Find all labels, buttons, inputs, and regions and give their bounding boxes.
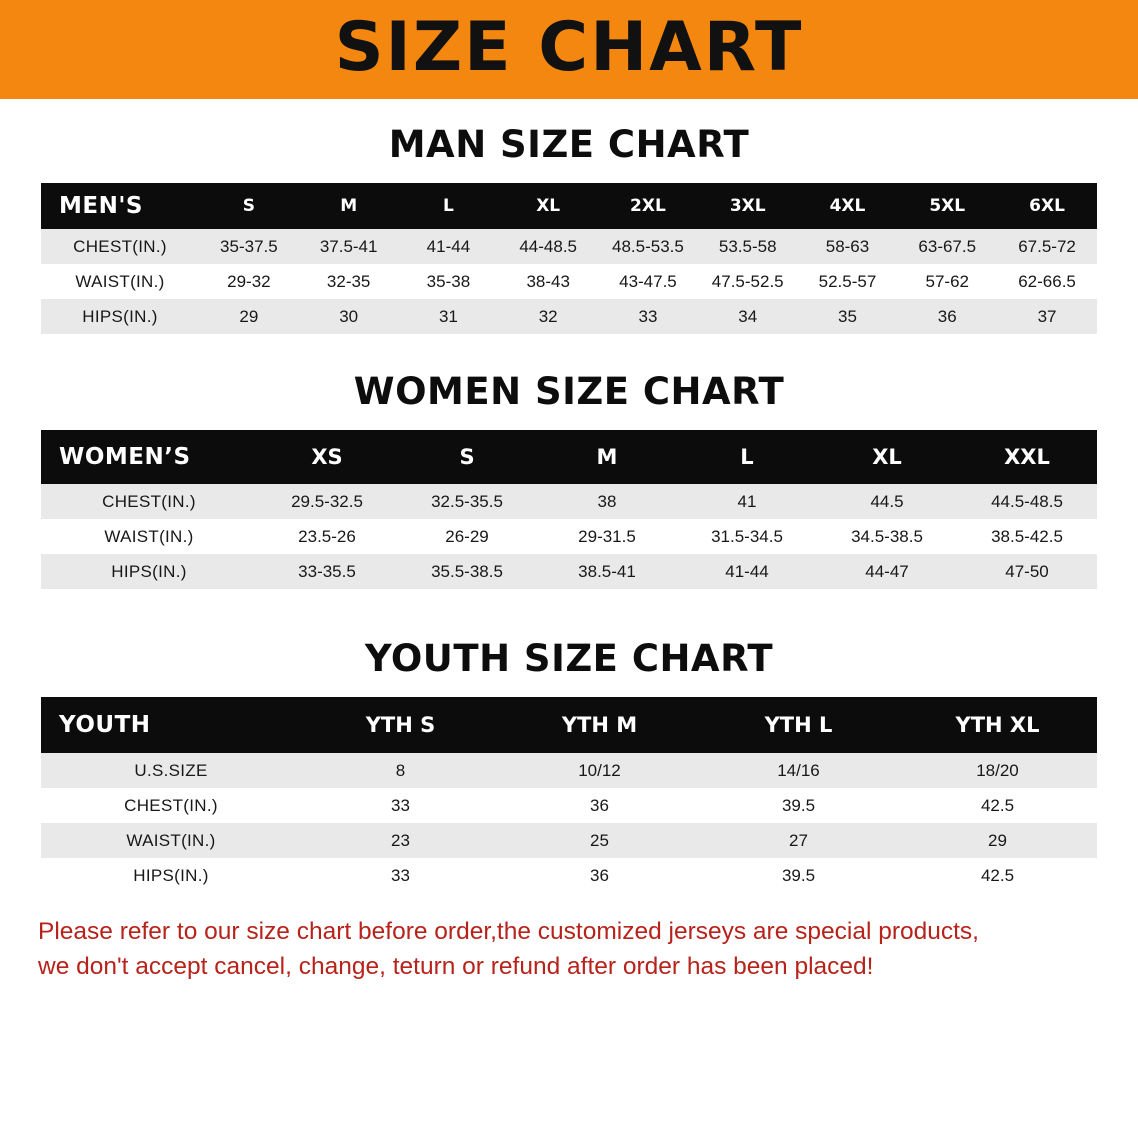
- man-cell: 36: [897, 299, 997, 334]
- table-row: [41, 229, 1097, 264]
- man-size-header: XL: [536, 196, 561, 216]
- man-cell: 37.5-41: [299, 229, 399, 264]
- man-cell: 58-63: [798, 229, 898, 264]
- women-row-label: WAIST(IN.): [41, 519, 257, 554]
- women-cell: 26-29: [397, 519, 537, 554]
- women-row-label: HIPS(IN.): [41, 554, 257, 589]
- man-cell: 31: [399, 299, 499, 334]
- man-cell: 33: [598, 299, 698, 334]
- man-table-header-row: [41, 183, 1097, 229]
- youth-table-header-row: [41, 697, 1097, 753]
- youth-row-label: HIPS(IN.): [41, 858, 301, 893]
- man-size-header: 4XL: [829, 196, 866, 216]
- youth-size-header: YTH M: [561, 713, 638, 737]
- man-cell: 32-35: [299, 264, 399, 299]
- man-cell: 34: [698, 299, 798, 334]
- women-cell: 33-35.5: [257, 554, 397, 589]
- women-cell: 35.5-38.5: [397, 554, 537, 589]
- women-cell: 31.5-34.5: [677, 519, 817, 554]
- youth-cell: 14/16: [699, 753, 898, 788]
- youth-size-table: [41, 697, 1097, 893]
- youth-cell: 39.5: [699, 858, 898, 893]
- youth-header-label: YOUTH: [59, 712, 151, 738]
- man-section-title: MAN SIZE CHART: [388, 123, 750, 166]
- man-size-table: [41, 183, 1097, 334]
- table-row: [41, 554, 1097, 589]
- women-size-table: [41, 430, 1097, 589]
- policy-note-line-1: Please refer to our size chart before order,the customized jerseys are special products,: [38, 918, 979, 945]
- man-cell: 48.5-53.5: [598, 229, 698, 264]
- youth-cell: 27: [699, 823, 898, 858]
- man-cell: 52.5-57: [798, 264, 898, 299]
- youth-table-wrap: [0, 697, 1138, 893]
- man-size-header: 5XL: [929, 196, 966, 216]
- youth-cell: 36: [500, 788, 699, 823]
- youth-size-header: YTH XL: [955, 713, 1040, 737]
- women-size-header: L: [740, 445, 754, 469]
- man-size-header: L: [442, 196, 454, 216]
- women-cell: 41-44: [677, 554, 817, 589]
- youth-size-header: YTH S: [365, 713, 436, 737]
- youth-row-label: WAIST(IN.): [41, 823, 301, 858]
- man-cell: 63-67.5: [897, 229, 997, 264]
- women-cell: 32.5-35.5: [397, 484, 537, 519]
- man-cell: 29: [199, 299, 299, 334]
- women-size-header: XXL: [1004, 445, 1050, 469]
- youth-cell: 42.5: [898, 788, 1097, 823]
- women-header-label: WOMEN’S: [59, 444, 191, 470]
- youth-cell: 18/20: [898, 753, 1097, 788]
- man-cell: 53.5-58: [698, 229, 798, 264]
- youth-cell: 36: [500, 858, 699, 893]
- youth-cell: 23: [301, 823, 500, 858]
- women-cell: 38: [537, 484, 677, 519]
- man-cell: 29-32: [199, 264, 299, 299]
- women-section-title: WOMEN SIZE CHART: [353, 370, 785, 413]
- policy-note: [38, 915, 1100, 985]
- youth-cell: 33: [301, 858, 500, 893]
- youth-cell: 25: [500, 823, 699, 858]
- man-size-header: M: [340, 196, 358, 216]
- women-size-header: XS: [311, 445, 343, 469]
- women-cell: 38.5-41: [537, 554, 677, 589]
- man-size-header: S: [242, 196, 255, 216]
- women-size-header: S: [459, 445, 475, 469]
- women-cell: 34.5-38.5: [817, 519, 957, 554]
- women-cell: 44.5-48.5: [957, 484, 1097, 519]
- women-cell: 23.5-26: [257, 519, 397, 554]
- man-cell: 41-44: [399, 229, 499, 264]
- youth-size-header: YTH L: [764, 713, 833, 737]
- youth-cell: 10/12: [500, 753, 699, 788]
- man-cell: 38-43: [498, 264, 598, 299]
- women-cell: 38.5-42.5: [957, 519, 1097, 554]
- man-cell: 57-62: [897, 264, 997, 299]
- women-table-header-row: [41, 430, 1097, 484]
- man-cell: 44-48.5: [498, 229, 598, 264]
- table-row: [41, 788, 1097, 823]
- women-row-label: CHEST(IN.): [41, 484, 257, 519]
- youth-cell: 42.5: [898, 858, 1097, 893]
- youth-row-label: U.S.SIZE: [41, 753, 301, 788]
- table-row: [41, 264, 1097, 299]
- man-cell: 35-38: [399, 264, 499, 299]
- women-cell: 29-31.5: [537, 519, 677, 554]
- page-banner: [0, 0, 1138, 99]
- table-row: [41, 858, 1097, 893]
- man-cell: 37: [997, 299, 1097, 334]
- man-cell: 35: [798, 299, 898, 334]
- women-cell: 47-50: [957, 554, 1097, 589]
- man-size-header: 3XL: [729, 196, 766, 216]
- man-row-label: WAIST(IN.): [41, 264, 199, 299]
- man-cell: 67.5-72: [997, 229, 1097, 264]
- man-header-label: MEN'S: [59, 193, 143, 219]
- table-row: [41, 484, 1097, 519]
- man-cell: 35-37.5: [199, 229, 299, 264]
- page-title: SIZE CHART: [334, 7, 804, 87]
- man-cell: 32: [498, 299, 598, 334]
- women-table-wrap: [0, 430, 1138, 589]
- table-row: [41, 753, 1097, 788]
- man-row-label: HIPS(IN.): [41, 299, 199, 334]
- youth-cell: 29: [898, 823, 1097, 858]
- youth-cell: 33: [301, 788, 500, 823]
- youth-cell: 8: [301, 753, 500, 788]
- man-row-label: CHEST(IN.): [41, 229, 199, 264]
- women-size-header: M: [596, 445, 618, 469]
- table-row: [41, 299, 1097, 334]
- women-cell: 44-47: [817, 554, 957, 589]
- man-cell: 43-47.5: [598, 264, 698, 299]
- women-cell: 29.5-32.5: [257, 484, 397, 519]
- man-cell: 62-66.5: [997, 264, 1097, 299]
- man-size-header: 2XL: [630, 196, 666, 216]
- man-cell: 30: [299, 299, 399, 334]
- women-cell: 41: [677, 484, 817, 519]
- man-table-wrap: [0, 183, 1138, 334]
- youth-section-title: YOUTH SIZE CHART: [364, 637, 774, 680]
- youth-row-label: CHEST(IN.): [41, 788, 301, 823]
- table-row: [41, 823, 1097, 858]
- table-row: [41, 519, 1097, 554]
- women-cell: 44.5: [817, 484, 957, 519]
- youth-cell: 39.5: [699, 788, 898, 823]
- policy-note-line-2: we don't accept cancel, change, teturn or refund after order has been placed!: [38, 952, 874, 980]
- man-size-header: 6XL: [1029, 196, 1065, 216]
- women-size-header: XL: [872, 445, 902, 469]
- man-cell: 47.5-52.5: [698, 264, 798, 299]
